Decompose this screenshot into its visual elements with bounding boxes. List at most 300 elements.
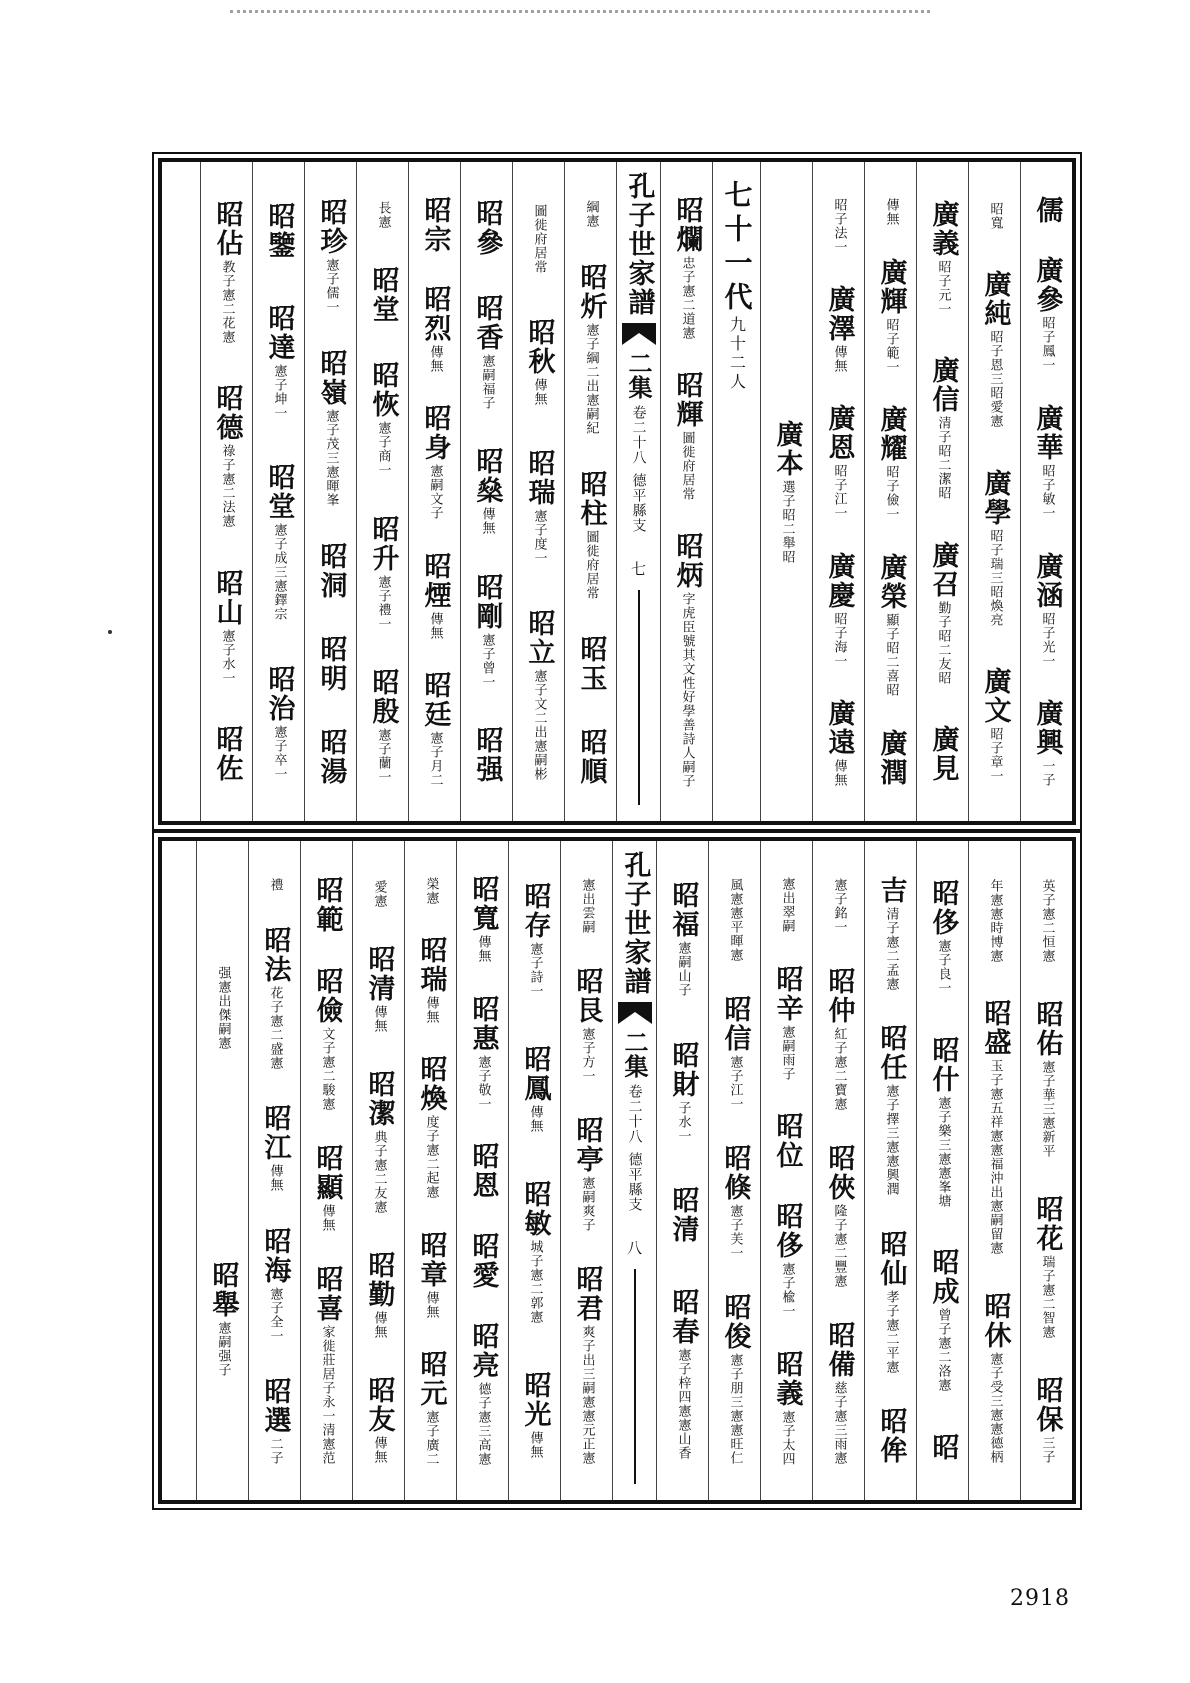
genealogy-column (1020, 162, 1072, 821)
person-entry (421, 196, 449, 254)
person-annotation: 三子 (1039, 1435, 1055, 1464)
person-annotation: 德子憲三高憲 (475, 1382, 491, 1467)
person-entry (825, 1144, 853, 1288)
person-name: 昭參 (471, 198, 503, 257)
person-entry (317, 542, 345, 600)
person-entry (265, 463, 293, 621)
person-annotation: 傳無 (427, 345, 443, 374)
person-entry (473, 447, 501, 535)
person-name: 廣興 (1031, 699, 1063, 758)
person-name: 昭亮 (467, 1322, 499, 1381)
person-annotation: 傳無 (831, 345, 847, 374)
person-annotation: 昭子儉一 (883, 465, 899, 522)
person-annotation: 一子 (1039, 759, 1055, 788)
person-annotation: 傳無 (427, 611, 443, 640)
person-entry (981, 469, 1009, 627)
person-annotation: 憲子受三憲憲德柄 (987, 1351, 1003, 1464)
person-annotation: 憲子樂三憲憲峯塘 (935, 1095, 951, 1208)
person-entry (265, 665, 293, 781)
person-name: 昭炳 (671, 531, 703, 590)
person-annotation: 傳無 (479, 507, 495, 536)
person-annotation: 昭子敏一 (1039, 463, 1055, 520)
person-entry (583, 198, 599, 228)
person-entry (773, 965, 801, 1081)
person-annotation: 傳無 (267, 1164, 283, 1193)
person-name: 昭殷 (367, 668, 399, 727)
person-name: 昭儉 (311, 966, 343, 1025)
person-entry (365, 1251, 393, 1339)
person-entry (213, 725, 241, 783)
person-entry (421, 285, 449, 373)
person-annotation: 勤子昭二友昭 (935, 600, 951, 685)
person-name: 昭光 (519, 1370, 551, 1429)
person-entry (313, 967, 341, 1111)
person-annotation: 憲子銘一 (831, 877, 847, 934)
person-entry (417, 1055, 445, 1199)
genealogy-column (968, 162, 1020, 821)
person-name: 昭瑞 (523, 449, 555, 508)
person-entry (825, 1321, 853, 1465)
person-annotation: 昭寬 (987, 202, 1003, 231)
person-annotation: 昭子瑞三昭煥亮 (987, 528, 1003, 627)
person-entry (1033, 1000, 1061, 1158)
genealogy-page-upper (158, 158, 1076, 825)
person-annotation: 憲子全一 (267, 1286, 283, 1343)
person-name: 昭愛 (467, 1232, 499, 1291)
person-entry (721, 1144, 749, 1260)
person-entry (1039, 877, 1055, 963)
person-entry (673, 371, 701, 501)
person-name: 昭順 (575, 727, 607, 786)
person-entry (1033, 196, 1061, 225)
person-entry (469, 1142, 497, 1200)
person-annotation: 傳無 (531, 377, 547, 406)
person-entry (525, 449, 553, 565)
person-entry (521, 1180, 549, 1324)
person-entry (877, 405, 905, 521)
genealogy-column (408, 162, 460, 821)
person-name: 昭舉 (207, 1260, 239, 1319)
person-entry (929, 1433, 957, 1462)
person-entry (883, 196, 899, 226)
person-annotation: 昭子範一 (883, 317, 899, 374)
person-entry (365, 1376, 393, 1464)
person-entry (215, 964, 231, 1050)
person-entry (469, 1232, 497, 1290)
person-name: 廣信 (927, 356, 959, 415)
person-entry (721, 995, 749, 1111)
genealogy-column (196, 841, 248, 1500)
person-entry (981, 667, 1009, 783)
person-entry (1033, 1195, 1061, 1339)
person-annotation: 愛憲 (371, 879, 387, 908)
person-entry (877, 1024, 905, 1196)
person-annotation: 度子憲二起憲 (423, 1115, 439, 1200)
margin-rule (634, 1269, 636, 1484)
person-entry (473, 199, 501, 257)
branch-label: 德平縣支 (626, 1152, 643, 1212)
person-entry (877, 1230, 905, 1374)
person-annotation: 子水一 (675, 1100, 691, 1143)
genealogy-column (352, 841, 404, 1500)
person-entry (981, 270, 1009, 428)
person-entry (577, 728, 605, 786)
person-entry (265, 202, 293, 260)
genealogy-column (812, 841, 864, 1500)
person-entry (317, 349, 345, 507)
volume-branch-label (629, 405, 649, 533)
person-entry (831, 196, 847, 254)
person-entry (577, 470, 605, 600)
person-name: 昭烈 (419, 285, 451, 344)
person-annotation: 憲嗣爽子 (579, 1176, 595, 1233)
person-name: 昭堂 (367, 266, 399, 325)
volume-label: 卷二十八 (630, 405, 647, 465)
person-name: 昭勤 (363, 1250, 395, 1309)
genealogy-column (1020, 841, 1072, 1500)
person-name: 昭清 (667, 1186, 699, 1245)
person-name: 昭達 (263, 303, 295, 362)
person-name: 昭君 (571, 1265, 603, 1324)
person-entry (261, 926, 289, 1070)
person-annotation: 傳無 (527, 1105, 543, 1134)
person-name: 昭山 (211, 568, 243, 627)
person-annotation: 昭子光一 (1039, 611, 1055, 668)
person-entry (313, 1265, 341, 1465)
genealogy-column (812, 162, 864, 821)
genealogy-column (200, 162, 252, 821)
genealogy-column (304, 162, 356, 821)
person-name: 昭海 (259, 1226, 291, 1285)
person-entry (1033, 256, 1061, 372)
person-entry (721, 1293, 749, 1465)
person-annotation: 昭子法一 (831, 197, 847, 254)
folio-number: 八 (625, 1240, 643, 1255)
person-entry (369, 361, 397, 477)
person-entry (209, 1261, 237, 1377)
person-name: 廣參 (1031, 256, 1063, 315)
person-name: 昭强 (471, 726, 503, 785)
genealogy-column (916, 162, 968, 821)
person-name: 昭燊 (471, 447, 503, 506)
person-annotation: 憲子梓四憲憲山香 (675, 1348, 691, 1461)
person-entry (981, 1292, 1009, 1464)
person-annotation: 憲子詩一 (527, 942, 543, 999)
person-entry (521, 1371, 549, 1459)
person-entry (375, 199, 391, 229)
person-entry (779, 875, 795, 933)
person-entry (673, 532, 701, 788)
person-entry (369, 668, 397, 784)
person-name: 吉 (875, 875, 907, 905)
person-entry (929, 541, 957, 685)
person-annotation: 憲嗣文子 (427, 464, 443, 521)
person-entry (579, 876, 595, 934)
person-name: 昭宗 (419, 195, 451, 254)
person-entry (573, 1265, 601, 1465)
person-name: 昭輝 (671, 370, 703, 429)
genealogy-column (656, 841, 708, 1500)
person-name: 昭休 (979, 1291, 1011, 1350)
person-entry (825, 552, 853, 668)
person-entry (365, 1070, 393, 1214)
person-annotation: 憲子良一 (935, 939, 951, 996)
person-name: 昭位 (771, 1112, 803, 1171)
person-entry (473, 294, 501, 410)
person-entry (369, 515, 397, 631)
person-entry (773, 1202, 801, 1318)
person-name: 昭明 (315, 634, 347, 693)
person-entry (877, 258, 905, 374)
genealogy-column (968, 841, 1020, 1500)
genealogy-column (356, 162, 408, 821)
volume-branch-label (625, 1084, 645, 1212)
person-name: 昭顯 (311, 1144, 343, 1203)
person-annotation: 字虎臣號其文性好學善詩人嗣子 (679, 591, 695, 788)
person-name: 昭春 (667, 1288, 699, 1347)
person-annotation: 憲子廣二 (423, 1410, 439, 1467)
scan-page-number: 2918 (1010, 1586, 1070, 1611)
person-name: 昭寬 (467, 874, 499, 933)
person-entry (669, 1041, 697, 1143)
person-annotation: 傳無 (527, 1430, 543, 1459)
person-name: 昭惠 (467, 994, 499, 1053)
person-entry (213, 569, 241, 685)
person-name: 昭範 (311, 875, 343, 934)
person-entry (421, 552, 449, 640)
person-name: 廣輝 (875, 257, 907, 316)
center-margin-column (612, 841, 656, 1500)
person-entry (987, 877, 1003, 963)
person-annotation: 昭子章一 (987, 726, 1003, 783)
person-entry (521, 882, 549, 998)
branch-label: 德平縣支 (630, 473, 647, 533)
person-name: 昭佔 (211, 200, 243, 259)
person-entry (987, 200, 1003, 230)
person-entry (573, 967, 601, 1083)
person-name: 昭江 (259, 1104, 291, 1163)
person-name: 廣榮 (875, 553, 907, 612)
person-name: 昭仙 (875, 1229, 907, 1288)
person-name: 昭恩 (467, 1142, 499, 1201)
genealogy-column (512, 162, 564, 821)
person-annotation: 慈子憲三雨憲 (831, 1381, 847, 1466)
person-entry (265, 304, 293, 420)
person-annotation: 昭子鳳一 (1039, 316, 1055, 373)
person-entry (825, 967, 853, 1111)
person-annotation: 憲子商一 (375, 421, 391, 478)
person-name: 昭什 (927, 1035, 959, 1094)
fish-tail-mark-icon (618, 1002, 652, 1024)
person-name: 昭艮 (571, 966, 603, 1025)
person-annotation: 文子憲二駿憲 (319, 1026, 335, 1111)
person-name: 昭保 (1031, 1375, 1063, 1434)
person-name: 昭身 (419, 404, 451, 463)
person-annotation: 憲子儒一 (323, 257, 339, 314)
person-entry (929, 1248, 957, 1392)
person-name: 昭成 (927, 1248, 959, 1307)
person-name: 昭盛 (979, 999, 1011, 1058)
genealogy-column (564, 162, 616, 821)
person-name: 廣遠 (823, 699, 855, 758)
person-entry (825, 404, 853, 520)
person-annotation: 祿子憲二法憲 (219, 444, 235, 529)
genealogy-column (708, 841, 760, 1500)
person-annotation: 隆子憲二豐憲 (831, 1204, 847, 1289)
person-annotation: 傳無 (423, 1290, 439, 1319)
person-entry (421, 404, 449, 520)
person-annotation: 瑞子憲二智憲 (1039, 1254, 1055, 1339)
person-entry (831, 876, 847, 934)
person-annotation: 憲子卒一 (271, 725, 287, 782)
person-name: 廣文 (979, 666, 1011, 725)
person-name: 儒 (1031, 195, 1063, 225)
person-annotation: 憲子擇三憲憲興潤 (883, 1084, 899, 1197)
generation-title: 七十一代 (720, 180, 754, 316)
person-name: 昭俠 (823, 1144, 855, 1203)
person-annotation: 憲子月二 (427, 731, 443, 788)
person-entry (669, 881, 697, 997)
person-entry (1033, 552, 1061, 668)
person-entry (417, 936, 445, 1024)
person-name: 廣涵 (1031, 551, 1063, 610)
person-name: 昭治 (263, 665, 295, 724)
person-entry (521, 1045, 549, 1133)
person-annotation: 孝子憲二平憲 (883, 1289, 899, 1374)
person-name: 昭清 (363, 944, 395, 1003)
person-entry (929, 1036, 957, 1208)
person-annotation: 憲子水一 (219, 628, 235, 685)
person-name: 廣耀 (875, 405, 907, 464)
genealogy-column (760, 841, 812, 1500)
genealogy-column (252, 162, 304, 821)
person-name: 廣義 (927, 200, 959, 259)
person-annotation: 家徙莊居子永一清憲范 (319, 1325, 335, 1466)
genealogy-column (460, 162, 512, 821)
person-name: 昭信 (719, 994, 751, 1053)
person-annotation: 昭子元一 (935, 260, 951, 317)
generation-count: 九十二人 (727, 316, 747, 392)
person-name: 昭俊 (719, 1293, 751, 1352)
person-name: 昭存 (519, 882, 551, 941)
person-entry (313, 1144, 341, 1232)
person-entry (473, 573, 501, 689)
person-annotation: 城子憲二郭憲 (527, 1239, 543, 1324)
person-annotation: 憲嗣强子 (215, 1320, 231, 1377)
person-name: 昭侈 (927, 879, 959, 938)
person-entry (469, 1322, 497, 1466)
folio-number: 七 (629, 561, 647, 576)
person-name: 昭 (927, 1432, 959, 1462)
person-entry (317, 635, 345, 693)
person-name: 昭財 (667, 1040, 699, 1099)
person-entry (267, 876, 283, 892)
person-name: 昭瑞 (415, 936, 447, 995)
person-annotation: 憲嗣雨子 (779, 1024, 795, 1081)
person-entry (877, 1407, 905, 1465)
person-annotation: 憲子曾一 (479, 632, 495, 689)
person-annotation: 憲子太四 (779, 1410, 795, 1467)
person-name: 昭友 (363, 1375, 395, 1434)
person-entry (531, 202, 547, 274)
person-entry (261, 1377, 289, 1465)
person-annotation: 忠子憲二道憲 (679, 255, 695, 340)
generation-heading (717, 180, 757, 392)
person-entry (1033, 404, 1061, 520)
scan-top-noise (230, 10, 930, 21)
person-name: 廣澤 (823, 285, 855, 344)
person-entry (417, 1231, 445, 1319)
genealogy-column (508, 841, 560, 1500)
person-name: 廣召 (927, 540, 959, 599)
person-entry (473, 726, 501, 784)
person-entry (525, 318, 553, 406)
book-title: 孔子世家譜 (623, 172, 655, 317)
person-name: 昭辛 (771, 964, 803, 1023)
person-name: 廣慶 (823, 551, 855, 610)
person-name: 昭煙 (419, 551, 451, 610)
person-entry (929, 725, 957, 783)
genealogy-page-lower (158, 837, 1076, 1504)
person-annotation: 年憲憲時博憲 (987, 879, 1003, 964)
person-annotation: 憲子茂三憲暉峯 (323, 408, 339, 507)
person-entry (577, 263, 605, 435)
person-name: 昭鳳 (519, 1045, 551, 1104)
person-name: 昭侈 (771, 1202, 803, 1261)
person-annotation: 憲子蘭一 (375, 728, 391, 785)
person-annotation: 榮憲 (423, 876, 439, 905)
person-annotation: 憲子江一 (727, 1054, 743, 1111)
scan-speck (108, 630, 112, 634)
person-name: 昭嶺 (315, 348, 347, 407)
person-annotation: 傳無 (831, 759, 847, 788)
person-annotation: 選子昭二舉昭 (779, 479, 795, 564)
person-annotation: 綱憲 (583, 199, 599, 228)
person-name: 昭珍 (315, 197, 347, 256)
person-name: 昭恢 (367, 361, 399, 420)
person-name: 昭剛 (471, 572, 503, 631)
person-entry (213, 200, 241, 344)
person-entry (365, 945, 393, 1033)
person-entry (877, 876, 905, 991)
person-entry (669, 1186, 697, 1244)
person-annotation: 英子憲二恒憲 (1039, 879, 1055, 964)
person-name: 昭章 (415, 1230, 447, 1289)
person-annotation: 憲子楡一 (779, 1262, 795, 1319)
person-entry (727, 876, 743, 962)
person-annotation: 傳無 (475, 934, 491, 963)
genealogy-column (660, 162, 712, 821)
person-annotation: 昭子海一 (831, 611, 847, 668)
person-name: 廣純 (979, 270, 1011, 329)
person-annotation: 長憲 (375, 200, 391, 229)
person-annotation: 傳無 (319, 1204, 335, 1233)
person-name: 昭鑒 (263, 201, 295, 260)
person-entry (421, 671, 449, 787)
volume-label: 卷二十八 (626, 1084, 643, 1144)
person-annotation: 圖徙府居常 (679, 430, 695, 501)
person-entry (929, 200, 957, 316)
collection-label: 二集 (624, 351, 653, 399)
person-name: 昭德 (211, 384, 243, 443)
person-annotation: 憲出雲嗣 (579, 877, 595, 934)
person-annotation: 憲子綱二出憲嗣紀 (583, 322, 599, 435)
person-entry (669, 1288, 697, 1460)
person-annotation: 憲出翠嗣 (779, 876, 795, 933)
person-annotation: 强憲出傑嗣憲 (215, 966, 231, 1051)
genealogy-column (864, 841, 916, 1500)
person-annotation: 傳無 (423, 996, 439, 1025)
